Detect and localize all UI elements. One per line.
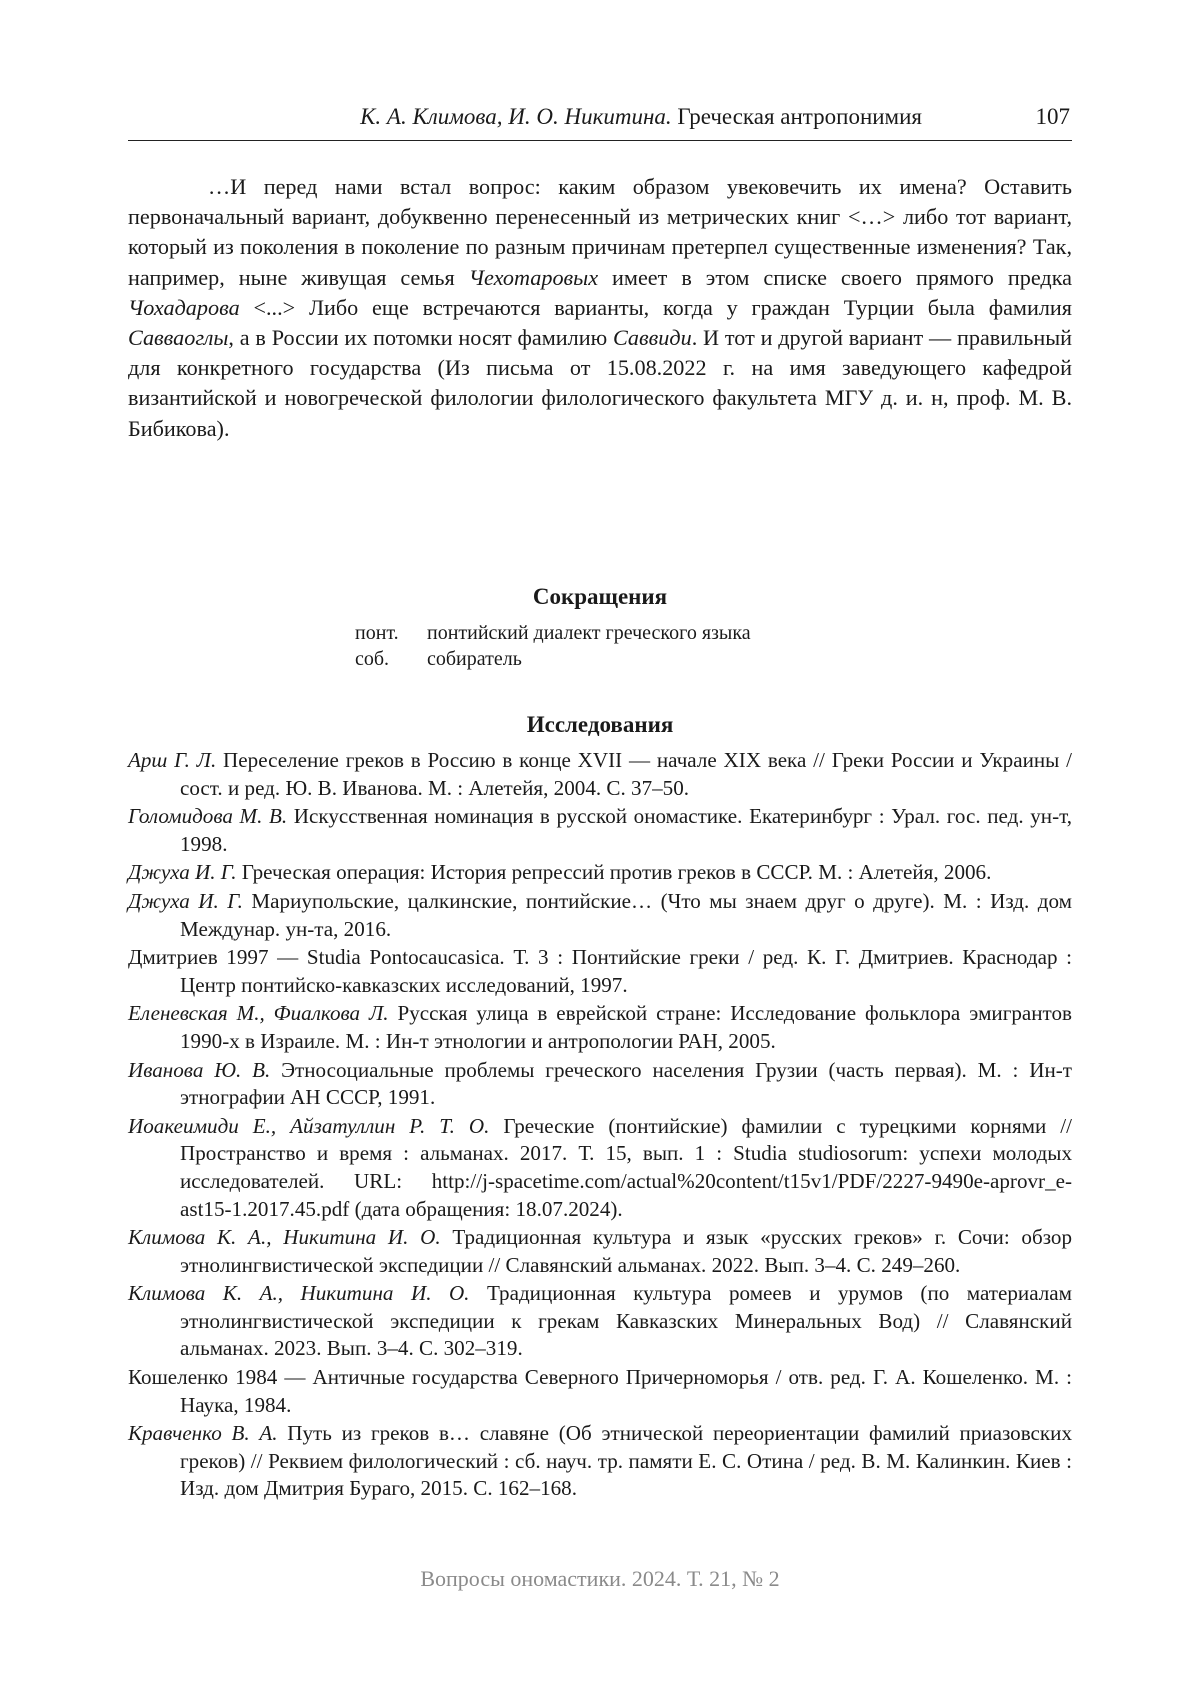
- research-heading: Исследования: [526, 712, 674, 737]
- quote-text: , а в России их потомки носят фамилию: [228, 325, 613, 351]
- reference-entry: [128, 888, 1072, 943]
- reference-text: Искусственная номинация в русской ономастике. Екатеринбург : Урал. гос. пед. ун-т, 1998.: [180, 804, 1072, 856]
- reference-author: Климова К. А., Никитина И. О.: [128, 1281, 470, 1306]
- quote-text: <...> Либо еще встречаются варианты, когда у граждан Турции была фамилия: [239, 294, 1072, 320]
- reference-entry: [128, 747, 1072, 802]
- reference-text: Путь из греков в… славяне (Об этнической переориентации фамилий приазовских греков) // Реквием филологический : сб. науч. тр. памяти Е. С. Отина / ред. В. М. Калинкин. Киев : Изд. дом Дмитрия Бураго, 2015. С. 162–168.: [180, 1421, 1073, 1501]
- reference-text: Мариупольские, цалкинские, понтийские… (Что мы знаем друг о друге). М. : Изд. дом Междунар. ун-та, 2016.: [180, 888, 1073, 941]
- reference-entry: [128, 859, 1072, 887]
- reference-author: Джуха И. Г.: [128, 860, 237, 885]
- reference-text: Греческая операция: История репрессий против греков в СССР. М. : Алетейя, 2006.: [236, 860, 992, 885]
- reference-entry: [128, 1224, 1072, 1279]
- abbreviations-list: [355, 620, 751, 672]
- reference-text: Этносоциальные проблемы греческого населения Грузии (часть первая). М. : Ин-т этнографии АН СССР, 1991.: [180, 1057, 1072, 1110]
- reference-author: Климова К. А., Никитина И. О.: [128, 1225, 441, 1250]
- abbreviation-meaning: понтийский диалект греческого языка: [427, 622, 751, 644]
- running-header: [128, 100, 1072, 141]
- reference-entry: [128, 803, 1072, 858]
- quote-text: …И перед нами встал вопрос: каким образом увековечить их имена? Оставить первоначальный вариант, добуквенно перенесенный из метрических книг <…> либо тот вариант, который из поколения в поколение по разным причинам претерпел существенные изменения? Так, например, ныне живущая семья: [128, 174, 1072, 290]
- reference-text: Дмитриев 1997 — Studia Pontocaucasica. Т. 3 : Понтийские греки / ред. К. Г. Дмитриев. Краснодар : Центр понтийско-кавказских исследований, 1997.: [128, 945, 1072, 997]
- abbreviation-meaning: собиратель: [427, 648, 522, 670]
- reference-entry: [128, 1420, 1072, 1503]
- reference-list: [128, 747, 1072, 1504]
- reference-author: Кравченко В. А.: [128, 1421, 278, 1446]
- reference-entry: [128, 944, 1072, 999]
- quote-surname: Чохадарова: [128, 294, 240, 320]
- reference-author: Иванова Ю. В.: [128, 1057, 271, 1082]
- header-title: [360, 104, 922, 130]
- header-article-title: Греческая антропонимия: [671, 104, 922, 129]
- reference-author: Иоакеимиди Е., Айзатуллин Р. Т. О.: [128, 1113, 490, 1138]
- abbreviation-key: соб.: [355, 648, 390, 670]
- quoted-letter: [128, 172, 1072, 444]
- reference-text: Традиционная культура и язык «русских греков» г. Сочи: обзор этнолингвистической экспедиции // Славянский альманах. 2022. Вып. 3–4. С. 249–260.: [180, 1225, 1072, 1277]
- abbreviations-heading: Сокращения: [532, 584, 668, 609]
- reference-text: Кошеленко 1984 — Античные государства Северного Причерноморья / отв. ред. Г. А. Кошеленко. М. : Наука, 1984.: [128, 1365, 1072, 1417]
- quote-surname: Чехотаровых: [468, 264, 599, 290]
- reference-author: Еленевская М., Фиалкова Л.: [128, 1001, 389, 1026]
- journal-footer: Вопросы ономастики. 2024. Т. 21, № 2: [420, 1566, 780, 1591]
- reference-author: Джуха И. Г.: [128, 888, 243, 913]
- header-authors: К. А. Климова, И. О. Никитина.: [360, 104, 672, 129]
- quote-surname: Савваоглы: [128, 325, 229, 351]
- reference-text: Переселение греков в Россию в конце XVII — начале XIX века // Греки России и Украины / сост. и ред. Ю. В. Иванова. М. : Алетейя, 2004. С. 37–50.: [180, 748, 1072, 800]
- reference-text: Русская улица в еврейской стране: Исследование фольклора эмигрантов 1990-х в Израиле. М. : Ин-т этнологии и антропологии РАН, 2005.: [180, 1001, 1073, 1053]
- reference-entry: [128, 1000, 1072, 1055]
- reference-entry: [128, 1057, 1072, 1112]
- quote-text: имеет в этом списке своего прямого предка: [598, 264, 1072, 290]
- reference-author: Арш Г. Л.: [128, 748, 217, 772]
- reference-text: Греческие (понтийские) фамилии с турецкими корнями // Пространство и время : альманах. 2017. Т. 15, вып. 1 : Studia studiosorum: успехи молодых исследователей. URL: http://j-spacetime.com/actual%20content/t15v1/PDF/2227-9490e-aprovr_e-ast15-1.2017.45.pdf (дата обращения: 18.07.2024).: [180, 1113, 1072, 1221]
- reference-author: Голомидова М. В.: [128, 804, 288, 829]
- abbreviation-row: [355, 646, 751, 672]
- quote-surname: Саввиди: [612, 325, 692, 351]
- reference-text: Традиционная культура ромеев и урумов (по материалам этнолингвистической экспедиции к грекам Кавказских Минеральных Вод) // Славянский альманах. 2023. Вып. 3–4. С. 302–319.: [180, 1281, 1072, 1361]
- reference-entry: [128, 1280, 1072, 1363]
- abbreviation-row: [355, 620, 751, 646]
- reference-entry: [128, 1113, 1072, 1223]
- quote-text: . И тот и другой вариант — правильный для конкретного государства (Из письма от 15.08.2022 г. на имя заведующего кафедрой византийской и новогреческой филологии филологического факультета МГУ д. и. н, проф. М. В. Бибикова).: [128, 325, 1072, 441]
- abbreviation-key: понт.: [355, 622, 399, 644]
- page-number: 107: [1035, 104, 1070, 129]
- reference-entry: [128, 1364, 1072, 1419]
